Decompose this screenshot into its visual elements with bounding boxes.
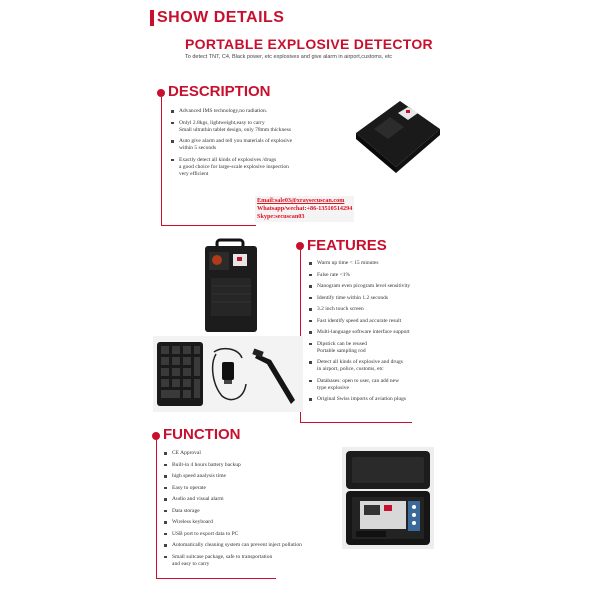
features-list (309, 260, 469, 408)
keypad-image (155, 340, 205, 408)
description-item-text: a good choice for large-scale explosive inspection (179, 163, 289, 170)
feature-item (309, 378, 469, 392)
features-hline (300, 422, 412, 423)
function-item (164, 531, 344, 538)
feature-item (309, 329, 469, 336)
function-item-text: Audio and visual alarm (172, 496, 224, 502)
function-item (164, 473, 344, 480)
function-item-text: Small suitcase package, safe to transportation (172, 553, 273, 560)
description-heading: DESCRIPTION (168, 83, 271, 100)
function-vline (156, 440, 157, 578)
description-item-text: Auto give alarm and tell you materials of explosive (179, 138, 293, 144)
feature-item (309, 295, 469, 302)
feature-item-text: Warm up time < 15 minutes (317, 260, 379, 266)
description-item (171, 108, 356, 115)
function-list (164, 450, 344, 572)
function-item-text: high speed analysis time (172, 473, 226, 479)
function-item-text: Automatically cleaning system can prevent inject pollution (172, 542, 302, 548)
function-item (164, 450, 344, 457)
feature-item-text: Detect all kinds of explosive and drugs (317, 359, 403, 365)
function-item-text: and easy to carry (172, 560, 210, 567)
feature-item-text: type explosive (317, 384, 349, 391)
description-item-text: Advanced IMS technology,no radiation. (179, 108, 268, 114)
function-heading: FUNCTION (163, 426, 241, 443)
description-vline (161, 97, 162, 225)
feature-item-text: Portable sampling rod (317, 347, 366, 354)
product-subtitle: To detect TNT, C4, Black power, etc explosives and give alarm in airport,customs, etc (185, 54, 393, 60)
description-item-text: Onlyl 2.8kgs, lightweight,easy to carry (179, 119, 265, 126)
feature-item-text: in airport, police, customs, etc (317, 366, 384, 372)
function-item-text: Data storage (172, 507, 200, 514)
function-item-text: Easy to operate (172, 484, 206, 491)
show-details-header (150, 8, 284, 28)
description-item-text: Exactly detect all kinds of explosives /drugs (179, 156, 277, 163)
suitcase-image (342, 447, 434, 549)
feature-item (309, 318, 469, 325)
sampling-rod-image (251, 346, 301, 406)
function-item (164, 519, 344, 526)
function-item-text: CE Approval (172, 450, 201, 456)
feature-item (309, 359, 469, 373)
feature-item (309, 283, 469, 290)
function-item (164, 496, 344, 503)
feature-item-text: Original Swiss imports of aviation plugs (317, 396, 407, 402)
description-list (171, 108, 356, 182)
feature-item-text: Identify time within 1.2 seconds (317, 294, 389, 301)
contact-whatsapp: Whatsapp/wechat:+86-13510514294 (257, 205, 353, 212)
feature-item (309, 272, 469, 279)
function-item (164, 542, 344, 549)
function-item-text: USB port to export data to PC (172, 530, 239, 537)
feature-item-text: Fast identify speed and accurate result (317, 317, 402, 324)
description-item (171, 120, 356, 134)
function-item (164, 554, 344, 568)
function-item (164, 462, 344, 469)
description-item-text: very efficient (179, 170, 209, 177)
description-item-text: within 5 seconds (179, 145, 216, 151)
feature-item-text: Nanogram even picogram level sensitivity (317, 283, 411, 289)
contact-block (255, 196, 354, 222)
device-upright-image (195, 238, 265, 333)
features-heading: FEATURES (307, 237, 387, 254)
contact-skype: Skype:secuscan03 (257, 213, 305, 220)
header-title: SHOW DETAILS (157, 9, 285, 26)
feature-item-text: False rate <1% (317, 271, 351, 278)
function-item-text: Wireless keyboard (172, 519, 213, 525)
function-item (164, 508, 344, 515)
feature-item (309, 260, 469, 267)
description-item (171, 138, 356, 152)
function-dot (152, 432, 160, 440)
device-tablet-image (352, 95, 444, 175)
function-hline (156, 578, 276, 579)
feature-item-text: 3.2 inch touch screen (317, 306, 364, 312)
function-item-text: Built-in 4 hours battery backup (172, 461, 241, 468)
contact-email: Email:sale03@xraysecuscan.com (257, 197, 345, 204)
description-dot (157, 89, 165, 97)
features-dot (296, 242, 304, 250)
accessories-image (153, 336, 303, 412)
description-item (171, 157, 356, 178)
header-accent-bar (150, 10, 154, 26)
feature-item (309, 396, 469, 403)
product-title: PORTABLE EXPLOSIVE DETECTOR (185, 36, 433, 52)
feature-item-text: Databases: open to user, can add new (317, 377, 400, 384)
feature-item (309, 306, 469, 313)
description-item-text: Small ultrathin tablet design, only 78mm thickness (179, 126, 291, 133)
function-item (164, 485, 344, 492)
feature-item-text: Multi-language software interface support (317, 329, 410, 335)
charger-image (208, 344, 250, 406)
feature-item (309, 341, 469, 355)
feature-item-text: Dipstick can be reused (317, 340, 367, 347)
description-hline (161, 225, 256, 226)
